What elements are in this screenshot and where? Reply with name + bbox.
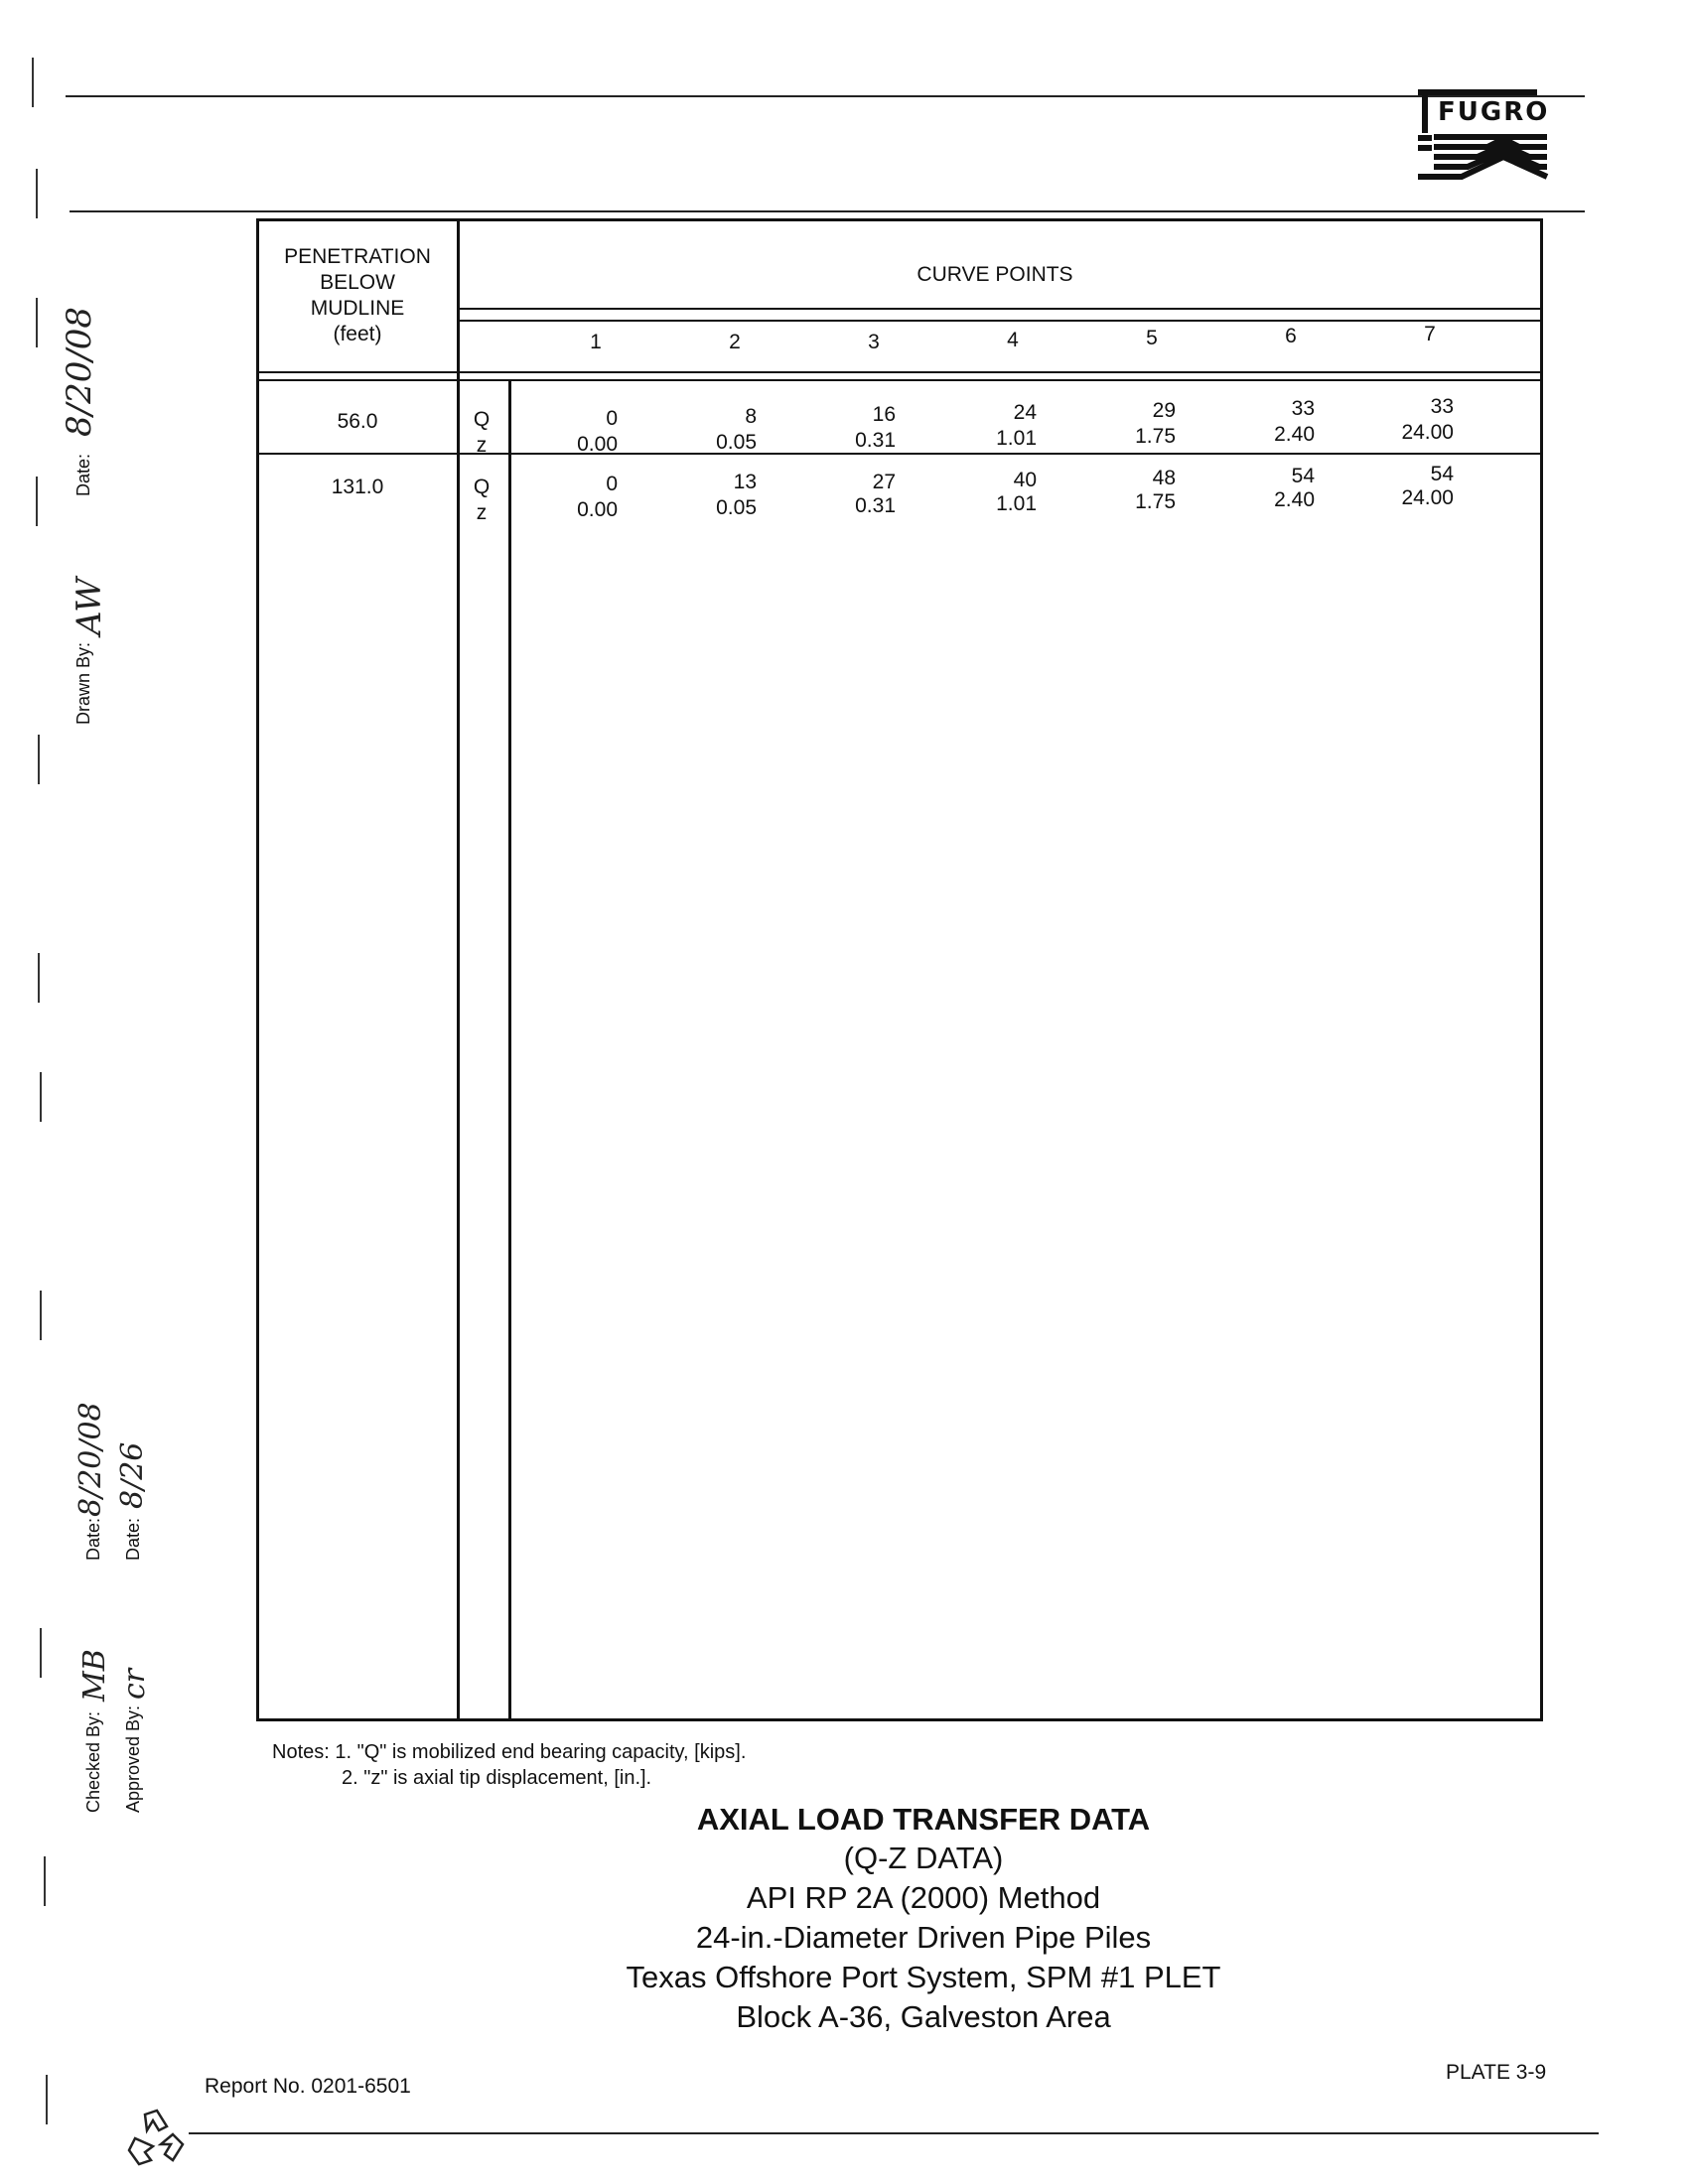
top-rule: [66, 95, 1585, 97]
z-label: z: [476, 434, 488, 457]
q-value: 27: [872, 471, 896, 493]
col-divider-qz: [508, 381, 511, 1719]
q-value: 8: [745, 405, 757, 428]
z-value: 0.31: [855, 429, 896, 452]
header-rule: [70, 210, 1585, 212]
z-value: 0.31: [855, 494, 896, 517]
z-value: 0.05: [716, 431, 757, 454]
z-value: 1.75: [1135, 490, 1176, 513]
q-value: 16: [872, 403, 896, 426]
curve-point-number: 1: [590, 331, 602, 353]
date-signature: 8/20/08: [60, 306, 99, 437]
margin-tick: [44, 1856, 46, 1906]
q-value: 0: [606, 473, 618, 495]
margin-tick: [36, 477, 38, 526]
margin-tick: [40, 1072, 42, 1122]
date-signature-2: 8/20/08: [73, 1402, 108, 1517]
fugro-logo: [1418, 89, 1553, 185]
curve-point-number: 5: [1146, 327, 1158, 349]
approved-by-label: Approved By:: [123, 1705, 143, 1813]
curve-point-number: 7: [1424, 323, 1436, 345]
z-value: 1.01: [996, 427, 1037, 450]
q-value: 24: [1013, 401, 1037, 424]
q-value: 48: [1152, 467, 1176, 489]
margin-tick: [36, 169, 38, 218]
note-line-1: Notes: 1. "Q" is mobilized end bearing capacity, [kips].: [272, 1741, 747, 1763]
z-value: 24.00: [1401, 486, 1454, 509]
approved-by-signature: cr: [117, 1668, 152, 1700]
penetration-header: [260, 244, 455, 347]
z-value: 2.40: [1274, 423, 1315, 446]
drawn-by-signature: AW: [70, 577, 109, 635]
z-value: 0.00: [577, 498, 618, 521]
curve-points-divider: [457, 308, 1541, 310]
q-label: Q: [473, 476, 491, 498]
header-line: PENETRATION: [284, 245, 431, 268]
header-line: (feet): [333, 323, 382, 345]
z-label: z: [476, 501, 488, 524]
curve-point-number: 6: [1285, 325, 1297, 347]
penetration-value: 131.0: [331, 476, 384, 498]
plate-number: PLATE 3-9: [1446, 2061, 1547, 2084]
margin-tick: [46, 2075, 48, 2124]
row-divider: [258, 453, 1541, 455]
plate-subtitle: (Q-Z DATA): [843, 1841, 1004, 1875]
q-value: 29: [1152, 399, 1176, 422]
curve-numbers-divider: [457, 320, 1541, 322]
curve-point-number: 4: [1007, 329, 1019, 351]
penetration-value: 56.0: [337, 410, 378, 433]
plate-subtitle: API RP 2A (2000) Method: [746, 1880, 1101, 1915]
q-value: 54: [1291, 465, 1315, 487]
note-line-2: 2. "z" is axial tip displacement, [in.].: [342, 1767, 652, 1789]
z-value: 0.05: [716, 496, 757, 519]
header-double-line-top: [258, 371, 1541, 373]
date-label-2: Date:: [83, 1517, 103, 1561]
q-label: Q: [473, 408, 491, 431]
z-value: 1.75: [1135, 425, 1176, 448]
curve-point-number: 2: [729, 331, 741, 353]
drawn-by-label: Drawn By:: [73, 641, 93, 725]
header-line: BELOW: [320, 271, 395, 294]
q-value: 0: [606, 407, 618, 430]
curve-points-header: CURVE POINTS: [916, 263, 1073, 286]
q-value: 54: [1430, 463, 1454, 485]
z-value: 2.40: [1274, 488, 1315, 511]
margin-tick: [32, 58, 34, 107]
plate-subtitle: 24-in.-Diameter Driven Pipe Piles: [695, 1920, 1152, 1955]
margin-tick: [38, 735, 40, 784]
checked-by-signature: MB: [77, 1649, 112, 1702]
checked-by-label: Checked By:: [83, 1710, 103, 1813]
title-block: [536, 1801, 1311, 2037]
z-value: 24.00: [1401, 421, 1454, 444]
header-double-line-bottom: [258, 379, 1541, 381]
plate-subtitle: Texas Offshore Port System, SPM #1 PLET: [626, 1960, 1221, 1994]
z-value: 1.01: [996, 492, 1037, 515]
header-line: MUDLINE: [310, 297, 405, 320]
bottom-rule: [189, 2132, 1599, 2134]
margin-tick: [36, 298, 38, 347]
plate-title: AXIAL LOAD TRANSFER DATA: [696, 1802, 1151, 1837]
q-value: 33: [1291, 397, 1315, 420]
logo-text: FUGRO: [1438, 97, 1550, 127]
date-signature-3: 8/26: [115, 1441, 150, 1509]
q-value: 33: [1430, 395, 1454, 418]
q-value: 40: [1013, 469, 1037, 491]
plate-subtitle: Block A-36, Galveston Area: [736, 1999, 1111, 2034]
z-value: 0.00: [577, 433, 618, 456]
date-label-3: Date:: [123, 1517, 143, 1561]
col-divider-penetration: [457, 220, 460, 1719]
date-label: Date:: [73, 453, 93, 496]
margin-tick: [40, 1628, 42, 1678]
qz-table: [256, 218, 1543, 1721]
margin-tick: [40, 1291, 42, 1340]
margin-tick: [38, 953, 40, 1003]
recycle-icon: [123, 2105, 189, 2170]
report-number: Report No. 0201-6501: [205, 2075, 411, 2098]
q-value: 13: [733, 471, 757, 493]
notes: [272, 1739, 746, 1791]
curve-point-number: 3: [868, 331, 880, 353]
